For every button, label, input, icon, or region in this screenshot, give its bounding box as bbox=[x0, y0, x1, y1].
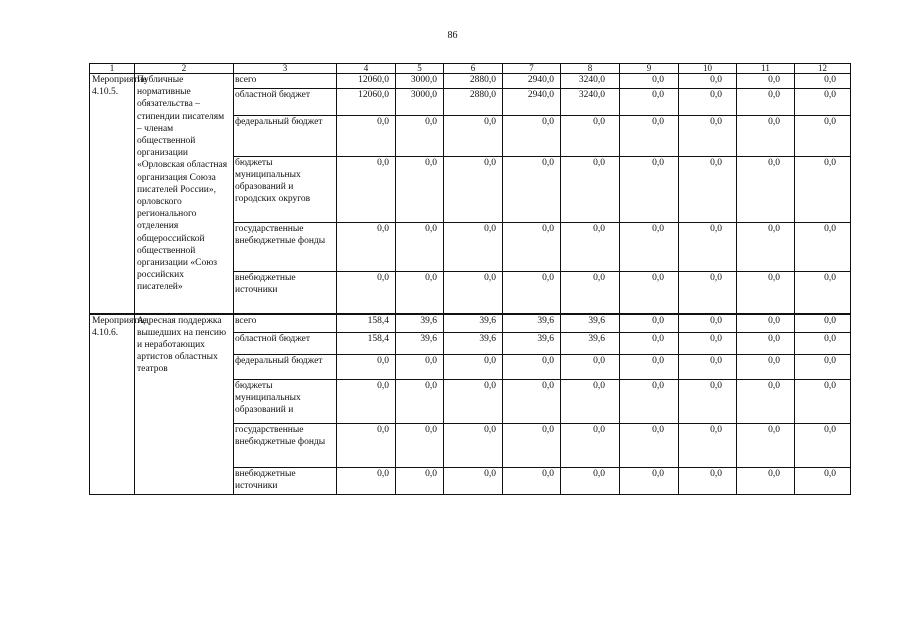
value-cell: 0,0 bbox=[737, 272, 795, 314]
value-cell: 0,0 bbox=[503, 424, 561, 468]
value-cell: 0,0 bbox=[737, 89, 795, 116]
value-cell: 0,0 bbox=[620, 424, 679, 468]
value-cell: 0,0 bbox=[444, 468, 503, 495]
value-cell: 0,0 bbox=[620, 380, 679, 424]
value-cell: 0,0 bbox=[795, 355, 851, 380]
value-cell: 0,0 bbox=[444, 116, 503, 157]
funding-table bbox=[89, 63, 851, 495]
value-cell: 0,0 bbox=[444, 355, 503, 380]
value-cell: 0,0 bbox=[396, 424, 444, 468]
value-cell: 0,0 bbox=[795, 89, 851, 116]
funding-source: областной бюджет bbox=[234, 89, 337, 116]
value-cell: 0,0 bbox=[503, 223, 561, 272]
value-cell: 12060,0 bbox=[337, 74, 396, 89]
column-header: 3 bbox=[234, 64, 337, 74]
value-cell: 0,0 bbox=[679, 380, 737, 424]
value-cell: 0,0 bbox=[795, 116, 851, 157]
value-cell: 0,0 bbox=[444, 424, 503, 468]
value-cell: 0,0 bbox=[620, 355, 679, 380]
value-cell: 39,6 bbox=[503, 333, 561, 355]
value-cell: 0,0 bbox=[503, 380, 561, 424]
value-cell: 0,0 bbox=[620, 74, 679, 89]
value-cell: 0,0 bbox=[620, 157, 679, 223]
value-cell: 3240,0 bbox=[561, 74, 620, 89]
value-cell: 39,6 bbox=[444, 314, 503, 333]
value-cell: 0,0 bbox=[679, 424, 737, 468]
value-cell: 0,0 bbox=[620, 468, 679, 495]
value-cell: 39,6 bbox=[396, 314, 444, 333]
value-cell: 0,0 bbox=[561, 355, 620, 380]
value-cell: 0,0 bbox=[679, 74, 737, 89]
value-cell: 0,0 bbox=[561, 157, 620, 223]
value-cell: 0,0 bbox=[620, 89, 679, 116]
value-cell: 12060,0 bbox=[337, 89, 396, 116]
funding-source: внебюджетные источники bbox=[234, 272, 337, 314]
value-cell: 0,0 bbox=[561, 272, 620, 314]
value-cell: 0,0 bbox=[337, 116, 396, 157]
value-cell: 0,0 bbox=[561, 424, 620, 468]
value-cell: 0,0 bbox=[337, 223, 396, 272]
value-cell: 0,0 bbox=[396, 272, 444, 314]
value-cell: 0,0 bbox=[337, 424, 396, 468]
value-cell: 0,0 bbox=[396, 223, 444, 272]
value-cell: 0,0 bbox=[396, 468, 444, 495]
value-cell: 0,0 bbox=[503, 355, 561, 380]
funding-source: всего bbox=[234, 74, 337, 89]
value-cell: 0,0 bbox=[737, 116, 795, 157]
value-cell: 0,0 bbox=[679, 116, 737, 157]
value-cell: 0,0 bbox=[503, 116, 561, 157]
value-cell: 0,0 bbox=[679, 272, 737, 314]
value-cell: 0,0 bbox=[737, 355, 795, 380]
value-cell: 0,0 bbox=[396, 355, 444, 380]
value-cell: 0,0 bbox=[679, 157, 737, 223]
value-cell: 0,0 bbox=[561, 116, 620, 157]
value-cell: 0,0 bbox=[620, 116, 679, 157]
value-cell: 0,0 bbox=[396, 380, 444, 424]
table-row bbox=[90, 314, 851, 333]
column-header: 1 bbox=[90, 64, 135, 74]
value-cell: 0,0 bbox=[444, 380, 503, 424]
value-cell: 0,0 bbox=[337, 355, 396, 380]
column-header: 11 bbox=[737, 64, 795, 74]
funding-source: бюджеты муниципальных образований и городских округов bbox=[234, 157, 337, 223]
value-cell: 0,0 bbox=[396, 157, 444, 223]
value-cell: 2880,0 bbox=[444, 74, 503, 89]
header-row bbox=[90, 64, 851, 74]
column-header: 2 bbox=[135, 64, 234, 74]
value-cell: 0,0 bbox=[503, 157, 561, 223]
funding-source: всего bbox=[234, 314, 337, 333]
value-cell: 0,0 bbox=[620, 333, 679, 355]
value-cell: 0,0 bbox=[337, 468, 396, 495]
value-cell: 2880,0 bbox=[444, 89, 503, 116]
value-cell: 0,0 bbox=[737, 380, 795, 424]
funding-source: государственные внебюджетные фонды bbox=[234, 424, 337, 468]
value-cell: 0,0 bbox=[795, 74, 851, 89]
value-cell: 0,0 bbox=[795, 424, 851, 468]
value-cell: 0,0 bbox=[679, 333, 737, 355]
value-cell: 0,0 bbox=[396, 116, 444, 157]
value-cell: 0,0 bbox=[795, 314, 851, 333]
funding-source: федеральный бюджет bbox=[234, 355, 337, 380]
value-cell: 2940,0 bbox=[503, 89, 561, 116]
value-cell: 0,0 bbox=[737, 424, 795, 468]
column-header: 10 bbox=[679, 64, 737, 74]
measure-name: Адресная поддержка вышедших на пенсию и неработающих артистов областных театров bbox=[135, 314, 234, 495]
value-cell: 158,4 bbox=[337, 314, 396, 333]
value-cell: 0,0 bbox=[737, 468, 795, 495]
value-cell: 0,0 bbox=[737, 314, 795, 333]
value-cell: 3000,0 bbox=[396, 74, 444, 89]
page-number: 86 bbox=[447, 30, 458, 41]
value-cell: 3240,0 bbox=[561, 89, 620, 116]
value-cell: 0,0 bbox=[444, 272, 503, 314]
value-cell: 0,0 bbox=[679, 223, 737, 272]
value-cell: 0,0 bbox=[795, 333, 851, 355]
value-cell: 0,0 bbox=[561, 223, 620, 272]
funding-source: областной бюджет bbox=[234, 333, 337, 355]
value-cell: 3000,0 bbox=[396, 89, 444, 116]
value-cell: 0,0 bbox=[337, 272, 396, 314]
value-cell: 0,0 bbox=[444, 223, 503, 272]
column-header: 9 bbox=[620, 64, 679, 74]
value-cell: 0,0 bbox=[737, 223, 795, 272]
value-cell: 0,0 bbox=[337, 380, 396, 424]
value-cell: 0,0 bbox=[679, 468, 737, 495]
value-cell: 39,6 bbox=[396, 333, 444, 355]
value-cell: 39,6 bbox=[444, 333, 503, 355]
measure-label: Мероприятие 4.10.6. bbox=[90, 314, 135, 495]
value-cell: 39,6 bbox=[561, 333, 620, 355]
column-header: 7 bbox=[503, 64, 561, 74]
column-header: 6 bbox=[444, 64, 503, 74]
measure-name: Публичные нормативные обязательства – стипендии писателям – членам общественной организации «Орловская областная организация Союза писателей России», орловского регионального отделения общероссийской общественной организации «Союз российских писателей» bbox=[135, 74, 234, 314]
column-header: 8 bbox=[561, 64, 620, 74]
value-cell: 2940,0 bbox=[503, 74, 561, 89]
value-cell: 0,0 bbox=[795, 223, 851, 272]
value-cell: 0,0 bbox=[337, 157, 396, 223]
value-cell: 0,0 bbox=[679, 355, 737, 380]
funding-source: бюджеты муниципальных образований и bbox=[234, 380, 337, 424]
value-cell: 0,0 bbox=[795, 157, 851, 223]
value-cell: 0,0 bbox=[679, 314, 737, 333]
column-header: 5 bbox=[396, 64, 444, 74]
funding-source: государственные внебюджетные фонды bbox=[234, 223, 337, 272]
table-row bbox=[90, 74, 851, 89]
measure-label: Мероприятие 4.10.5. bbox=[90, 74, 135, 314]
value-cell: 0,0 bbox=[737, 157, 795, 223]
value-cell: 0,0 bbox=[795, 380, 851, 424]
value-cell: 39,6 bbox=[561, 314, 620, 333]
column-header: 4 bbox=[337, 64, 396, 74]
value-cell: 0,0 bbox=[795, 468, 851, 495]
value-cell: 0,0 bbox=[795, 272, 851, 314]
funding-source: федеральный бюджет bbox=[234, 116, 337, 157]
value-cell: 0,0 bbox=[620, 272, 679, 314]
value-cell: 39,6 bbox=[503, 314, 561, 333]
value-cell: 0,0 bbox=[503, 468, 561, 495]
value-cell: 0,0 bbox=[737, 74, 795, 89]
value-cell: 158,4 bbox=[337, 333, 396, 355]
value-cell: 0,0 bbox=[503, 272, 561, 314]
value-cell: 0,0 bbox=[620, 314, 679, 333]
value-cell: 0,0 bbox=[561, 468, 620, 495]
funding-source: внебюджетные источники bbox=[234, 468, 337, 495]
value-cell: 0,0 bbox=[444, 157, 503, 223]
value-cell: 0,0 bbox=[561, 380, 620, 424]
value-cell: 0,0 bbox=[620, 223, 679, 272]
value-cell: 0,0 bbox=[679, 89, 737, 116]
column-header: 12 bbox=[795, 64, 851, 74]
value-cell: 0,0 bbox=[737, 333, 795, 355]
